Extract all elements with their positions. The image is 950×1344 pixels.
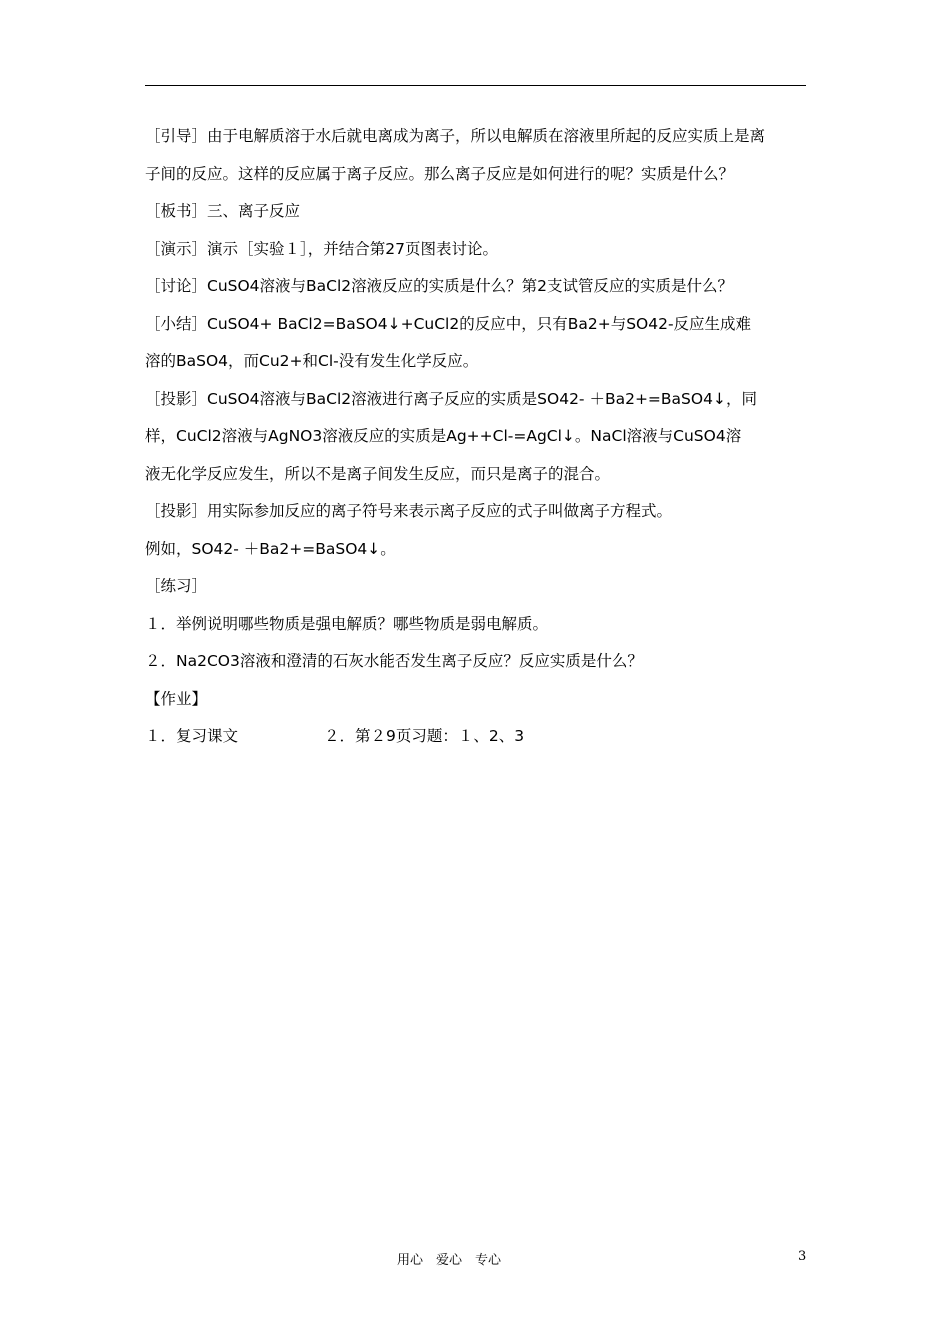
projection-line-2: 样，CuCl2溶液与AgNO3溶液反应的实质是Ag++Cl-=AgCl↓。NaCl溶液与CuSO4溶 [145, 427, 742, 445]
exercise-heading: ［练习］ [145, 577, 208, 595]
projection-line-3: 液无化学反应发生，所以不是离子间发生反应，而只是离子的混合。 [145, 464, 611, 483]
paragraph-intro-line-1: ［引导］由于电解质溶于水后就电离成为离子，所以电解质在溶液里所起的反应实质上是离 [145, 127, 766, 145]
board-writing-line: ［板书］三、离子反应 [145, 202, 301, 220]
demonstration-line: ［演示］演示［实验１］，并结合第27页图表讨论。 [145, 239, 498, 258]
paragraph-intro-line-2: 子间的反应。这样的反应属于离子反应。那么离子反应是如何进行的呢？实质是什么？ [145, 164, 735, 183]
discussion-line: ［讨论］CuSO4溶液与BaCl2溶液反应的实质是什么？第2支试管反应的实质是什么？ [145, 277, 734, 295]
header-rule [145, 85, 806, 86]
example-line: 例如，SO42- ＋Ba2+=BaSO4↓。 [145, 539, 396, 558]
projection-line-1: ［投影］CuSO4溶液与BaCl2溶液进行离子反应的实质是SO42- ＋Ba2+=BaSO4↓，同 [145, 389, 757, 408]
summary-line-1: ［小结］CuSO4+ BaCl2=BaSO4↓+CuCl2的反应中，只有Ba2+与SO42-反应生成难 [145, 314, 752, 333]
homework-items [145, 718, 809, 756]
homework-item-2: ２．第２9页习题：１、2、3 [324, 727, 525, 745]
document-body [145, 118, 809, 756]
summary-line-2: 溶的BaSO4，而Cu2+和Cl-没有发生化学反应。 [145, 352, 479, 370]
exercise-item-1: １．举例说明哪些物质是强电解质？哪些物质是弱电解质。 [145, 614, 549, 633]
definition-line: ［投影］用实际参加反应的离子符号来表示离子反应的式子叫做离子方程式。 [145, 502, 673, 520]
homework-heading: 【作业】 [145, 689, 208, 708]
page-number: 3 [798, 1249, 807, 1264]
exercise-item-2: ２．Na2CO3溶液和澄清的石灰水能否发生离子反应？反应实质是什么？ [145, 652, 643, 670]
homework-item-1: １．复习课文 [145, 727, 239, 745]
footer-motto: 用心 爱心 专心 [397, 1253, 502, 1268]
